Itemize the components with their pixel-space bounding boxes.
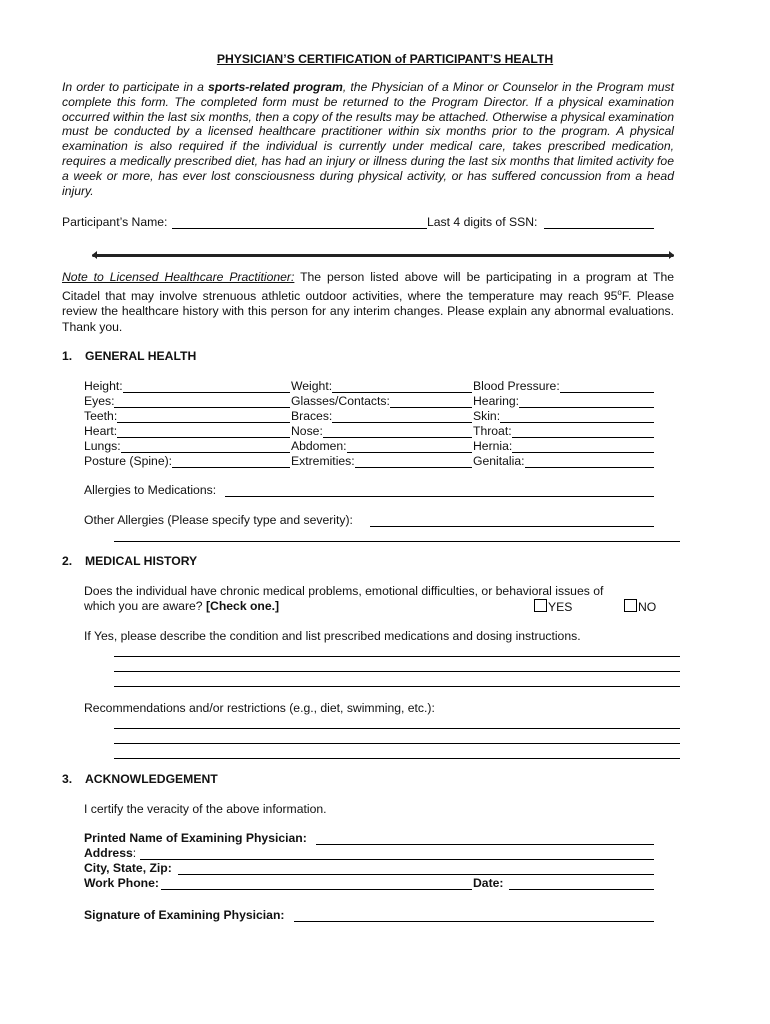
- general-health-field[interactable]: [512, 425, 654, 438]
- general-health-field[interactable]: [114, 395, 290, 408]
- general-health-label: Hernia:: [473, 439, 513, 453]
- participant-name-field[interactable]: [172, 216, 427, 229]
- no-checkbox[interactable]: [624, 599, 637, 612]
- general-health-label: Weight:: [291, 379, 333, 393]
- recommendations-field-line1[interactable]: [114, 716, 680, 729]
- general-health-label: Skin:: [473, 409, 501, 423]
- condition-field-line3[interactable]: [114, 674, 680, 687]
- allergies-medications-label: Allergies to Medications:: [84, 483, 217, 497]
- general-health-label: Blood Pressure:: [473, 379, 560, 393]
- address-label: [84, 846, 136, 860]
- general-health-label: Genitalia:: [473, 454, 525, 468]
- general-health-label: Eyes:: [84, 394, 115, 408]
- general-health-field[interactable]: [332, 410, 472, 423]
- general-health-label: Heart:: [84, 424, 118, 438]
- no-option[interactable]: [624, 599, 656, 614]
- note-text-1: The person listed above will be participating in a program at The Citadel that may involve strenuous athletic outdoor activities, where the temperature may reach 95: [62, 270, 675, 304]
- general-health-label: Posture (Spine):: [84, 454, 173, 468]
- general-health-field[interactable]: [519, 395, 654, 408]
- general-health-field[interactable]: [332, 380, 472, 393]
- general-health-field[interactable]: [117, 425, 290, 438]
- general-health-label: Glasses/Contacts:: [291, 394, 390, 408]
- general-health-field[interactable]: [560, 380, 654, 393]
- intro-text-start: In order to participate in a: [62, 80, 208, 94]
- date-field[interactable]: [509, 877, 654, 890]
- general-health-field[interactable]: [347, 440, 472, 453]
- section-acknowledgement: [62, 772, 218, 786]
- ssn-label: Last 4 digits of SSN:: [427, 215, 538, 229]
- general-health-label: Nose:: [291, 424, 323, 438]
- recommendations-label: Recommendations and/or restrictions (e.g., diet, swimming, etc.):: [84, 701, 435, 715]
- section-number: 1.: [62, 349, 73, 363]
- other-allergies-label: Other Allergies (Please specify type and severity):: [84, 513, 353, 527]
- recommendations-field-line3[interactable]: [114, 746, 680, 759]
- other-allergies-field[interactable]: [370, 514, 654, 527]
- condition-field-line2[interactable]: [114, 659, 680, 672]
- general-health-label: Teeth:: [84, 409, 118, 423]
- section-title: ACKNOWLEDGEMENT: [85, 772, 218, 786]
- yes-checkbox[interactable]: [534, 599, 547, 612]
- general-health-field[interactable]: [123, 380, 290, 393]
- yes-option[interactable]: [534, 599, 572, 614]
- other-allergies-field-line2[interactable]: [114, 529, 680, 542]
- chronic-question-line2: [84, 599, 279, 613]
- section-number: 2.: [62, 554, 73, 568]
- section-medical-history: [62, 554, 197, 568]
- general-health-field[interactable]: [512, 440, 654, 453]
- practitioner-note: [62, 270, 674, 335]
- general-health-field[interactable]: [355, 455, 472, 468]
- general-health-label: Hearing:: [473, 394, 520, 408]
- section-title: MEDICAL HISTORY: [85, 554, 198, 568]
- if-yes-label: If Yes, please describe the condition and list prescribed medications and dosing instructions.: [84, 629, 581, 643]
- signature-field[interactable]: [294, 909, 654, 922]
- note-text-2: F. Please review the healthcare history with this person for any interim changes. Please explain any abnormal evaluations. Thank you.: [62, 289, 674, 334]
- printed-name-label: Printed Name of Examining Physician:: [84, 831, 307, 845]
- chronic-question-text: which you are aware?: [84, 599, 206, 613]
- section-title: GENERAL HEALTH: [85, 349, 197, 363]
- address-label-text: Address: [84, 846, 133, 860]
- date-label: Date:: [473, 876, 504, 890]
- general-health-field[interactable]: [525, 455, 654, 468]
- general-health-label: Abdomen:: [291, 439, 347, 453]
- note-label: Note to Licensed Healthcare Practitioner:: [62, 270, 295, 284]
- general-health-label: Extremities:: [291, 454, 355, 468]
- general-health-field[interactable]: [390, 395, 472, 408]
- general-health-field[interactable]: [323, 425, 472, 438]
- signature-label: Signature of Examining Physician:: [84, 908, 285, 922]
- general-health-label: Height:: [84, 379, 123, 393]
- city-state-zip-label: City, State, Zip:: [84, 861, 172, 875]
- general-health-label: Throat:: [473, 424, 512, 438]
- check-one-label: [Check one.]: [205, 599, 280, 613]
- section-number: 3.: [62, 772, 73, 786]
- ssn-field[interactable]: [544, 216, 654, 229]
- general-health-label: Lungs:: [84, 439, 121, 453]
- city-state-zip-field[interactable]: [178, 862, 654, 875]
- work-phone-field[interactable]: [161, 877, 472, 890]
- recommendations-field-line2[interactable]: [114, 731, 680, 744]
- no-label: NO: [638, 600, 657, 614]
- address-colon: :: [132, 846, 137, 860]
- general-health-field[interactable]: [172, 455, 290, 468]
- note-degree-sup: o: [617, 288, 622, 298]
- chronic-question-line1: Does the individual have chronic medical problems, emotional difficulties, or behavioral issues of: [84, 584, 604, 598]
- separator-rule: [92, 254, 674, 257]
- general-health-label: Braces:: [291, 409, 333, 423]
- general-health-field[interactable]: [117, 410, 290, 423]
- form-title: PHYSICIAN’S CERTIFICATION of PARTICIPANT’S HEALTH: [216, 52, 554, 66]
- intro-bold-program: sports-related program: [208, 80, 343, 94]
- condition-field-line1[interactable]: [114, 644, 680, 657]
- intro-text-rest: , the Physician of a Minor or Counselor in the Program must complete this form. The completed form must be returned to the Program Director. If a physical examination occurred within the last six months, then a copy of the results may be attached. Otherwise a physical examination must be conducted by a licensed healthcare practitioner within six months prior to the program. A physical examination is also required if the individual is currently under medical care, takes prescribed medication, requires a medically prescribed diet, has had an injury or illness during the last six months that limited activity foe a week or more, has ever lost consciousness during physical activity, or has suffered concussion from a head injury.: [62, 80, 674, 198]
- yes-label: YES: [548, 600, 573, 614]
- general-health-field[interactable]: [500, 410, 654, 423]
- work-phone-label: Work Phone:: [84, 876, 159, 890]
- printed-name-field[interactable]: [316, 832, 654, 845]
- participant-name-label: Participant’s Name:: [62, 215, 168, 229]
- intro-paragraph: [62, 80, 674, 198]
- allergies-medications-field[interactable]: [225, 484, 654, 497]
- general-health-field[interactable]: [121, 440, 290, 453]
- section-general-health: [62, 349, 196, 363]
- certify-statement: I certify the veracity of the above information.: [84, 802, 327, 816]
- address-field[interactable]: [140, 847, 654, 860]
